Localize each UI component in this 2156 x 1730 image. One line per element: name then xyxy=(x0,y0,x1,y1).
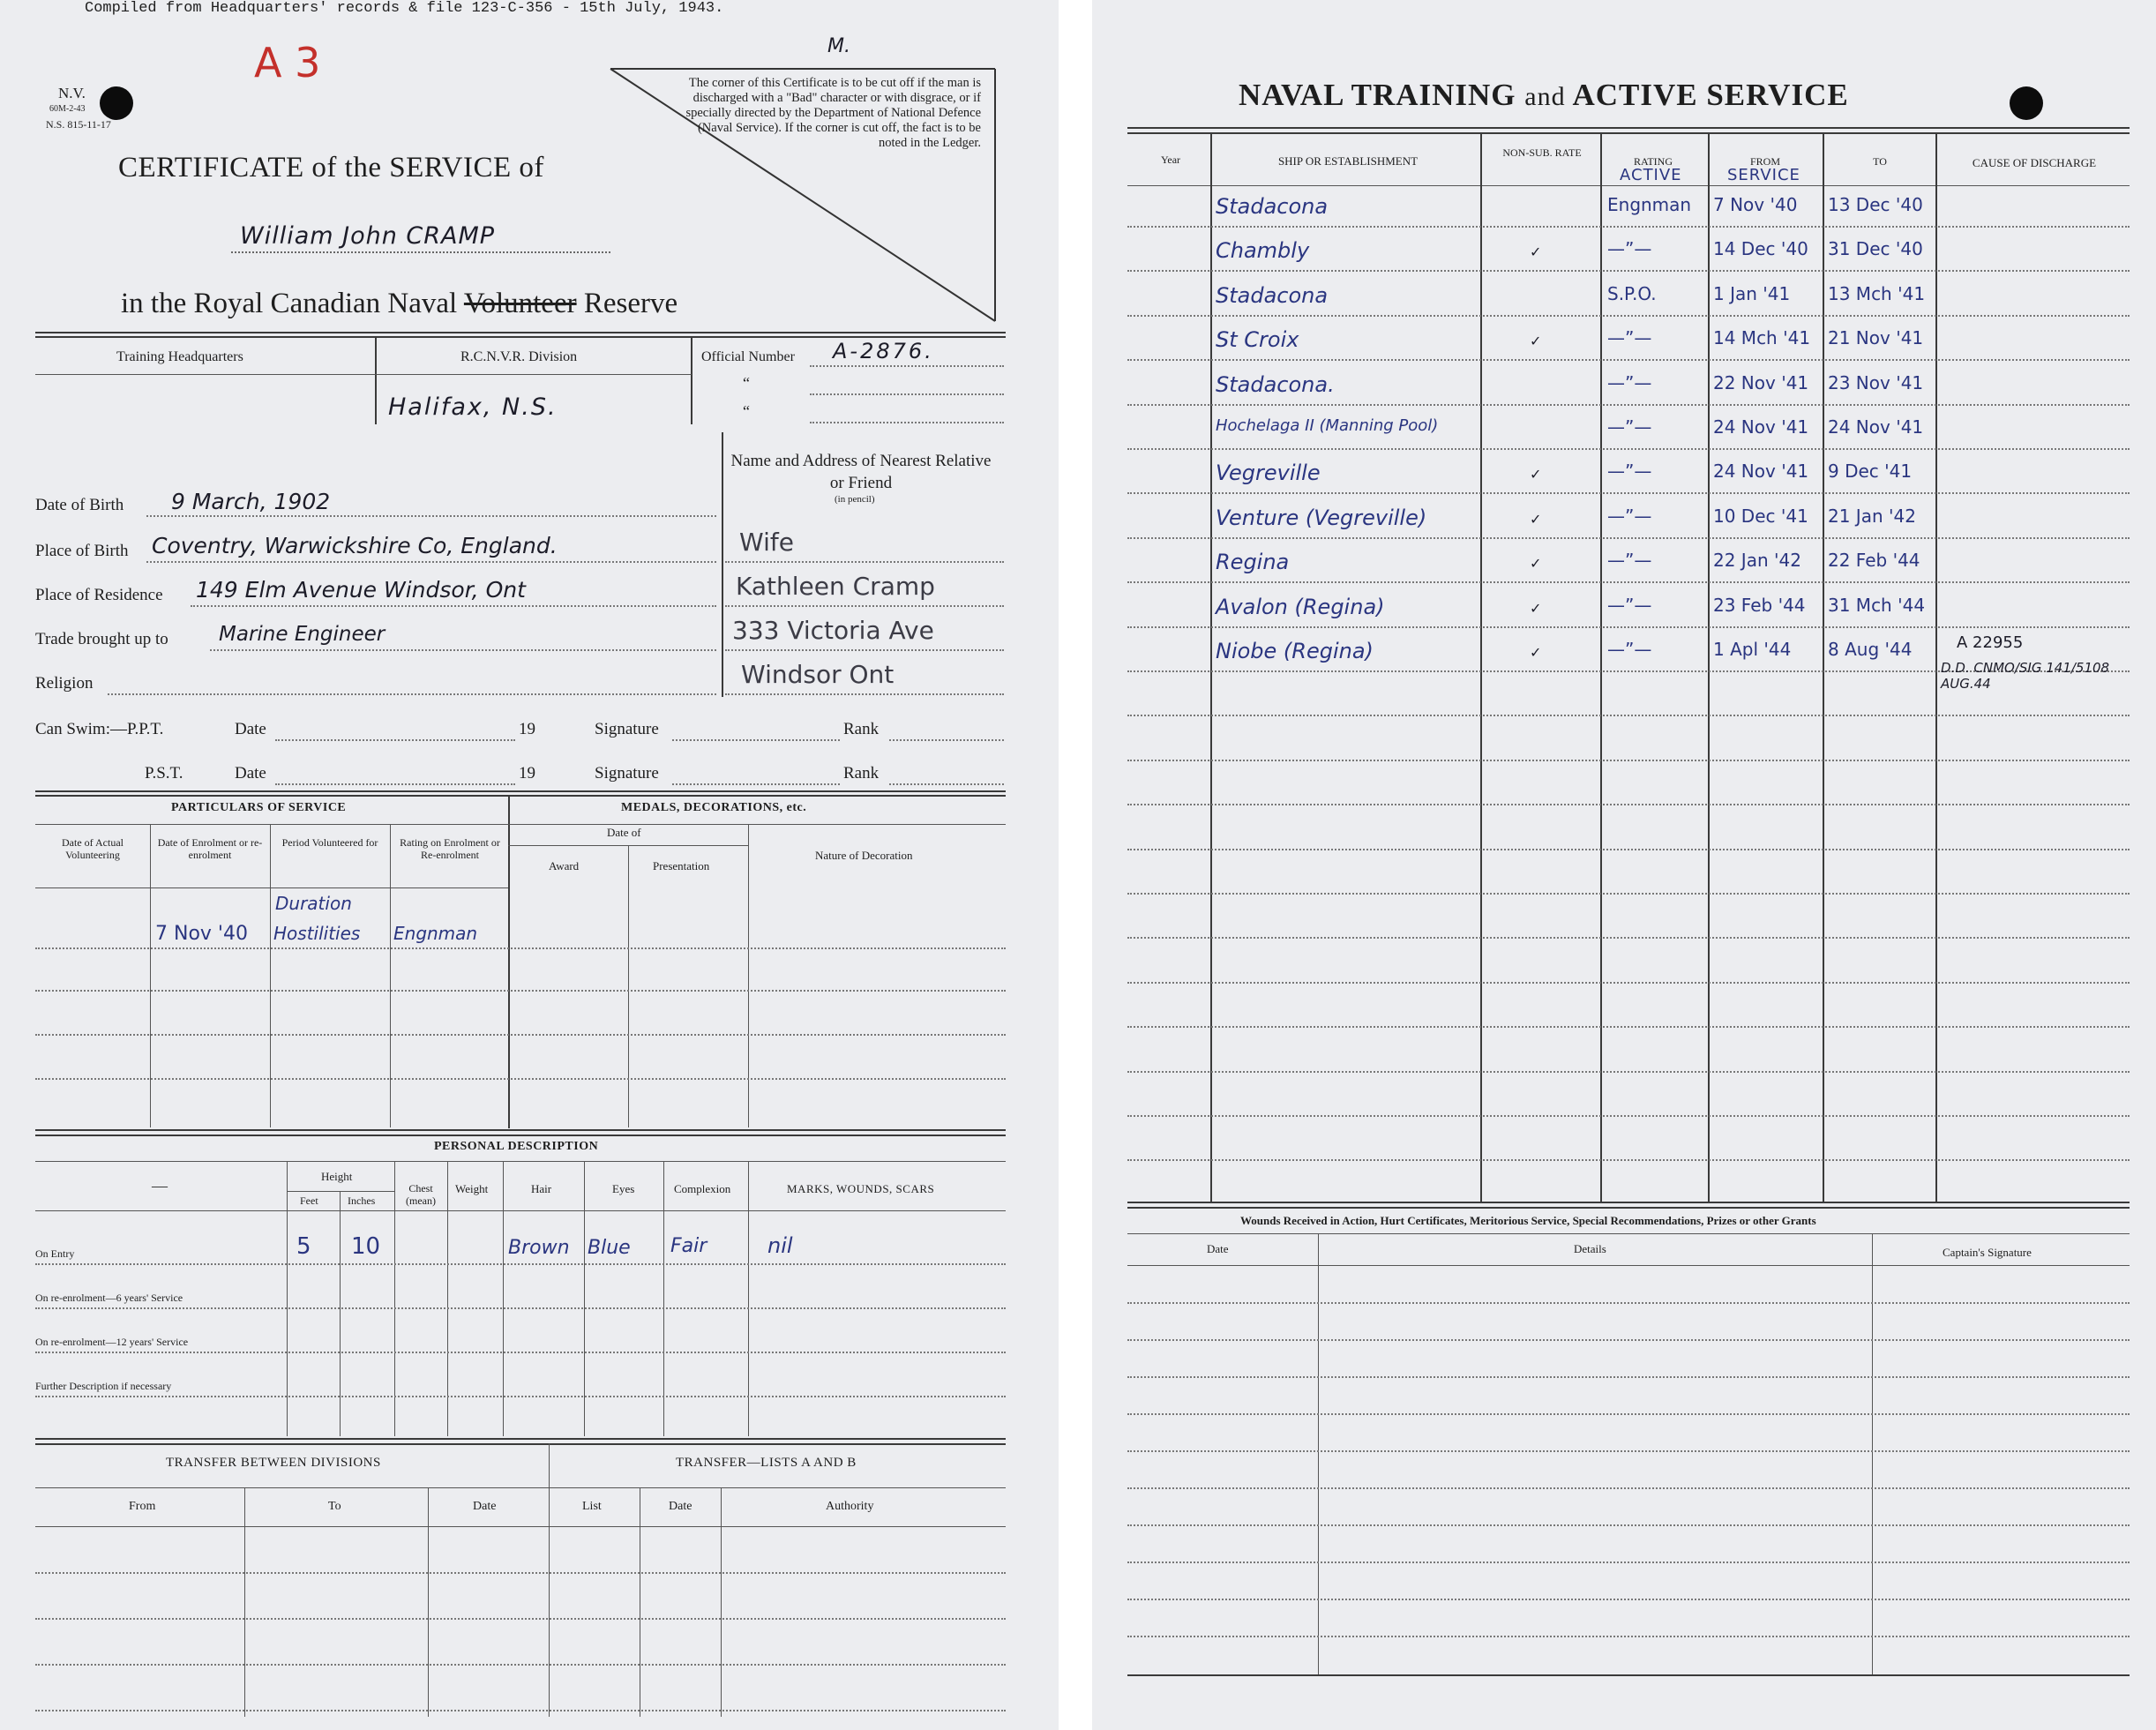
entry-marks: nil xyxy=(767,1233,793,1258)
holder-name: William John CRAMP xyxy=(240,222,496,250)
wounds-heading: Wounds Received in Action, Hurt Certificates, Meritorious Service, Special Recommendations, Prizes or other Grants xyxy=(1240,1214,1816,1227)
col-to: TO xyxy=(1873,155,1887,168)
row-to: 13 Dec '40 xyxy=(1828,194,1923,215)
row-nonsub: ✓ xyxy=(1530,644,1542,661)
row-rule xyxy=(1127,581,2130,583)
row-rule xyxy=(1127,226,2130,228)
row-to: 24 Nov '41 xyxy=(1828,416,1924,438)
particulars-col-enrolment: Date of Enrolment or re-enrolment xyxy=(157,836,263,861)
wound-rule xyxy=(1127,1524,2130,1526)
punch-hole xyxy=(100,86,133,120)
row-ship: Stadacona xyxy=(1216,282,1329,308)
feet-label: Feet xyxy=(300,1195,318,1207)
transfer-col-from: From xyxy=(129,1500,156,1513)
row-ship: Niobe (Regina) xyxy=(1216,639,1374,663)
row-rating: —”— xyxy=(1607,238,1652,260)
hq-label: Training Headquarters xyxy=(116,349,243,364)
row-ship: St Croix xyxy=(1216,327,1299,353)
discharge-ref: A 22955 xyxy=(1957,633,2024,652)
pst-date-label: Date xyxy=(235,764,266,783)
chest-label: Chest (mean) xyxy=(406,1182,436,1207)
pob-label: Place of Birth xyxy=(35,542,129,560)
row-rule xyxy=(1127,760,2130,761)
ditto-1: “ xyxy=(743,374,750,392)
transfer-col-date-2: Date xyxy=(669,1500,692,1513)
row-to: 13 Mch '41 xyxy=(1828,282,1926,304)
row-nonsub: ✓ xyxy=(1530,510,1542,528)
personal-dash: — xyxy=(152,1177,168,1195)
trade-label: Trade brought up to xyxy=(35,630,168,648)
personal-heading: PERSONAL DESCRIPTION xyxy=(434,1140,599,1153)
inches-label: Inches xyxy=(348,1195,376,1207)
marks-label: MARKS, WOUNDS, SCARS xyxy=(787,1182,935,1195)
certificate-title: CERTIFICATE of the SERVICE of xyxy=(118,152,544,183)
col-year: Year xyxy=(1160,154,1181,166)
red-mark: A 3 xyxy=(254,39,321,86)
entry-eyes: Blue xyxy=(588,1237,631,1259)
row-rule xyxy=(1127,804,2130,805)
row-rule xyxy=(1127,1159,2130,1161)
row-ship: Chambly xyxy=(1216,238,1310,264)
division-label: R.C.N.V.R. Division xyxy=(460,349,578,364)
row-rule xyxy=(1127,359,2130,361)
row-to: 31 Mch '44 xyxy=(1828,594,1926,616)
row-to: 31 Dec '40 xyxy=(1828,238,1923,260)
row-from: 22 Nov '41 xyxy=(1713,371,1809,393)
wound-rule xyxy=(1127,1376,2130,1378)
reserve-prefix: in the Royal Canadian Naval xyxy=(121,288,458,319)
reserve-line xyxy=(121,288,677,320)
row-ship: Stadacona. xyxy=(1216,371,1335,397)
entry-complexion: Fair xyxy=(670,1235,707,1257)
medals-col-nature: Nature of Decoration xyxy=(815,849,913,862)
wound-rule xyxy=(1127,1561,2130,1563)
row-rule xyxy=(1127,270,2130,272)
row-nonsub: ✓ xyxy=(1530,555,1542,573)
transfer-col-list: List xyxy=(582,1500,602,1513)
row-rating: —”— xyxy=(1607,371,1652,393)
relative-line-3: 333 Victoria Ave xyxy=(732,616,934,645)
naval-title-a: NAVAL TRAINING xyxy=(1239,78,1516,112)
ppt-date-label: Date xyxy=(235,720,266,738)
height-label: Height xyxy=(321,1170,353,1183)
wounds-col-details: Details xyxy=(1574,1242,1606,1255)
form-code-1: N.V. xyxy=(58,85,86,101)
row-to: 21 Jan '42 xyxy=(1828,505,1916,527)
row-to: 8 Aug '44 xyxy=(1828,639,1913,660)
row-rule xyxy=(1127,1071,2130,1073)
row-rating: —”— xyxy=(1607,461,1652,483)
wound-rule xyxy=(1127,1413,2130,1415)
col-active: ACTIVE xyxy=(1620,166,1682,184)
col-nonsub: NON-SUB. RATE xyxy=(1502,146,1582,159)
pst-signature-label: Signature xyxy=(595,764,659,783)
row-label-12yrs: On re-enrolment—12 years' Service xyxy=(35,1336,189,1348)
row-ship: Venture (Vegreville) xyxy=(1216,505,1427,530)
col-service: SERVICE xyxy=(1727,166,1800,184)
form-code-3: N.S. 815-11-17 xyxy=(46,118,111,131)
naval-title-and: and xyxy=(1524,82,1566,111)
residence-value: 149 Elm Avenue Windsor, Ont xyxy=(196,577,526,603)
row-from: 22 Jan '42 xyxy=(1713,550,1801,572)
row-rating: —”— xyxy=(1607,505,1652,527)
row-rule xyxy=(1127,537,2130,539)
transfer-div-heading: TRANSFER BETWEEN DIVISIONS xyxy=(166,1456,381,1470)
ppt-signature-label: Signature xyxy=(595,720,659,738)
relative-line-4: Windsor Ont xyxy=(741,660,895,689)
particulars-col-rating: Rating on Enrolment or Re-enrolment xyxy=(400,836,500,861)
entry-inches: 10 xyxy=(351,1233,381,1260)
particulars-period-1: Duration xyxy=(275,893,352,914)
trade-value: Marine Engineer xyxy=(219,623,386,646)
pst-label: P.S.T. xyxy=(145,764,183,783)
hair-label: Hair xyxy=(531,1182,552,1195)
particulars-heading: PARTICULARS OF SERVICE xyxy=(171,801,347,814)
medals-col-award: Award xyxy=(549,859,580,872)
particulars-rating: Engnman xyxy=(393,923,478,944)
weight-label: Weight xyxy=(455,1182,489,1195)
compiled-note: Compiled from Headquarters' records & file 123-C-356 - 15th July, 1943. xyxy=(85,0,724,17)
discharge-note: D.D. CNMO/SIG 141/5108 AUG.44 xyxy=(1941,660,2110,692)
transfer-col-authority: Authority xyxy=(826,1500,874,1513)
complexion-label: Complexion xyxy=(674,1182,731,1195)
form-code-2: 60M-2-43 xyxy=(49,104,86,114)
wounds-col-date: Date xyxy=(1207,1242,1229,1255)
row-rule xyxy=(1127,1026,2130,1028)
row-label-6yrs: On re-enrolment—6 years' Service xyxy=(35,1292,183,1304)
row-from: 24 Nov '41 xyxy=(1713,416,1809,438)
residence-label: Place of Residence xyxy=(35,586,163,604)
particulars-enrolment-date: 7 Nov '40 xyxy=(155,923,248,945)
wound-rule xyxy=(1127,1636,2130,1637)
row-rule xyxy=(1127,448,2130,450)
dob-value: 9 March, 1902 xyxy=(171,489,331,514)
ppt-rank-label: Rank xyxy=(843,720,880,738)
official-number: A-2876. xyxy=(833,339,934,363)
wound-rule xyxy=(1127,1599,2130,1600)
row-ship: Avalon (Regina) xyxy=(1216,594,1385,619)
eyes-label: Eyes xyxy=(612,1182,635,1195)
initials-mark: M. xyxy=(827,35,850,57)
row-from: 1 Apl '44 xyxy=(1713,639,1792,660)
relative-heading: Name and Address of Nearest Relative or Friend xyxy=(730,452,992,492)
row-from: 10 Dec '41 xyxy=(1713,505,1808,527)
row-nonsub: ✓ xyxy=(1530,333,1542,350)
row-nonsub: ✓ xyxy=(1530,466,1542,483)
row-rule xyxy=(1127,315,2130,317)
row-ship: Vegreville xyxy=(1216,461,1321,486)
row-rule xyxy=(1127,937,2130,939)
row-rating: —”— xyxy=(1607,639,1652,660)
row-from: 7 Nov '40 xyxy=(1713,194,1798,215)
row-rule xyxy=(1127,626,2130,628)
row-nonsub: ✓ xyxy=(1530,599,1542,617)
pob-value: Coventry, Warwickshire Co, England. xyxy=(152,533,558,558)
particulars-period-2: Hostilities xyxy=(273,923,361,944)
wound-rule xyxy=(1127,1487,2130,1489)
entry-hair: Brown xyxy=(508,1237,570,1259)
row-from: 1 Jan '41 xyxy=(1713,282,1791,304)
row-rule xyxy=(1127,492,2130,494)
division-value: Halifax, N.S. xyxy=(388,393,558,421)
row-nonsub: ✓ xyxy=(1530,243,1542,261)
row-rule xyxy=(1127,982,2130,984)
wound-rule xyxy=(1127,1450,2130,1452)
reserve-struck: Volunteer xyxy=(463,288,577,319)
col-from: FROM xyxy=(1749,155,1780,168)
row-from: 14 Mch '41 xyxy=(1713,327,1811,349)
row-label-further: Further Description if necessary xyxy=(35,1380,172,1392)
pst-year: 19 xyxy=(519,764,535,783)
row-rating: Engnman xyxy=(1607,194,1692,215)
particulars-col-volunteering: Date of Actual Volunteering xyxy=(62,836,124,861)
row-to: 22 Feb '44 xyxy=(1828,550,1920,572)
religion-label: Religion xyxy=(35,674,94,693)
swim-label: Can Swim:—P.P.T. xyxy=(35,720,164,738)
particulars-col-period: Period Volunteered for xyxy=(281,836,378,849)
row-from: 24 Nov '41 xyxy=(1713,461,1809,483)
row-rating: —”— xyxy=(1607,327,1652,349)
wound-rule xyxy=(1127,1302,2130,1304)
row-rule xyxy=(1127,849,2130,850)
row-rule xyxy=(1127,715,2130,716)
row-label-entry: On Entry xyxy=(35,1247,75,1260)
naval-training-page xyxy=(1092,0,2156,1730)
entry-feet: 5 xyxy=(296,1233,311,1260)
col-rating: RATING xyxy=(1634,155,1673,168)
row-rating: S.P.O. xyxy=(1607,282,1657,304)
wounds-col-signature: Captain's Signature xyxy=(1943,1246,2032,1259)
row-rule xyxy=(1127,404,2130,406)
transfer-col-to: To xyxy=(328,1500,341,1513)
medals-col-presentation: Presentation xyxy=(653,859,710,872)
wound-rule xyxy=(1127,1339,2130,1341)
naval-title xyxy=(1239,78,1849,113)
row-ship: Regina xyxy=(1216,550,1290,575)
row-ship: Stadacona xyxy=(1216,194,1329,219)
row-to: 21 Nov '41 xyxy=(1828,327,1924,349)
col-ship: SHIP OR ESTABLISHMENT xyxy=(1277,154,1419,168)
col-cause: CAUSE OF DISCHARGE xyxy=(1972,156,2097,169)
row-from: 14 Dec '40 xyxy=(1713,238,1808,260)
transfer-col-date: Date xyxy=(473,1500,497,1513)
medals-date-of: Date of xyxy=(607,826,641,839)
punch-hole-right xyxy=(2010,86,2043,120)
ditto-2: “ xyxy=(743,402,750,420)
relative-line-2: Kathleen Cramp xyxy=(736,572,935,601)
official-number-label: Official Number xyxy=(701,349,795,364)
relative-sub: (in pencil) xyxy=(835,494,875,505)
row-rule xyxy=(1127,893,2130,895)
relative-line-1: Wife xyxy=(739,528,794,557)
medals-heading: MEDALS, DECORATIONS, etc. xyxy=(621,801,807,814)
dob-label: Date of Birth xyxy=(35,496,124,514)
naval-title-b: ACTIVE SERVICE xyxy=(1572,78,1849,112)
row-rating: —”— xyxy=(1607,416,1652,438)
row-ship: Hochelaga II (Manning Pool) xyxy=(1216,416,1439,435)
corner-note: The corner of this Certificate is to be cut off if the man is discharged with a "Bad" character or with disgrace, or if specially directed by the Department of National Defence (Naval Service). If the corner is cut off, the fact is to be noted in the Ledger. xyxy=(685,76,981,150)
pst-rank-label: Rank xyxy=(843,764,880,783)
row-rating: —”— xyxy=(1607,594,1652,616)
reserve-suffix: Reserve xyxy=(583,288,678,319)
service-certificate-page xyxy=(0,0,1059,1730)
row-to: 9 Dec '41 xyxy=(1828,461,1913,483)
row-rating: —”— xyxy=(1607,550,1652,572)
row-to: 23 Nov '41 xyxy=(1828,371,1924,393)
row-rule xyxy=(1127,1115,2130,1117)
transfer-lists-heading: TRANSFER—LISTS A AND B xyxy=(676,1456,857,1470)
row-from: 23 Feb '44 xyxy=(1713,594,1806,616)
ppt-year: 19 xyxy=(519,720,535,738)
